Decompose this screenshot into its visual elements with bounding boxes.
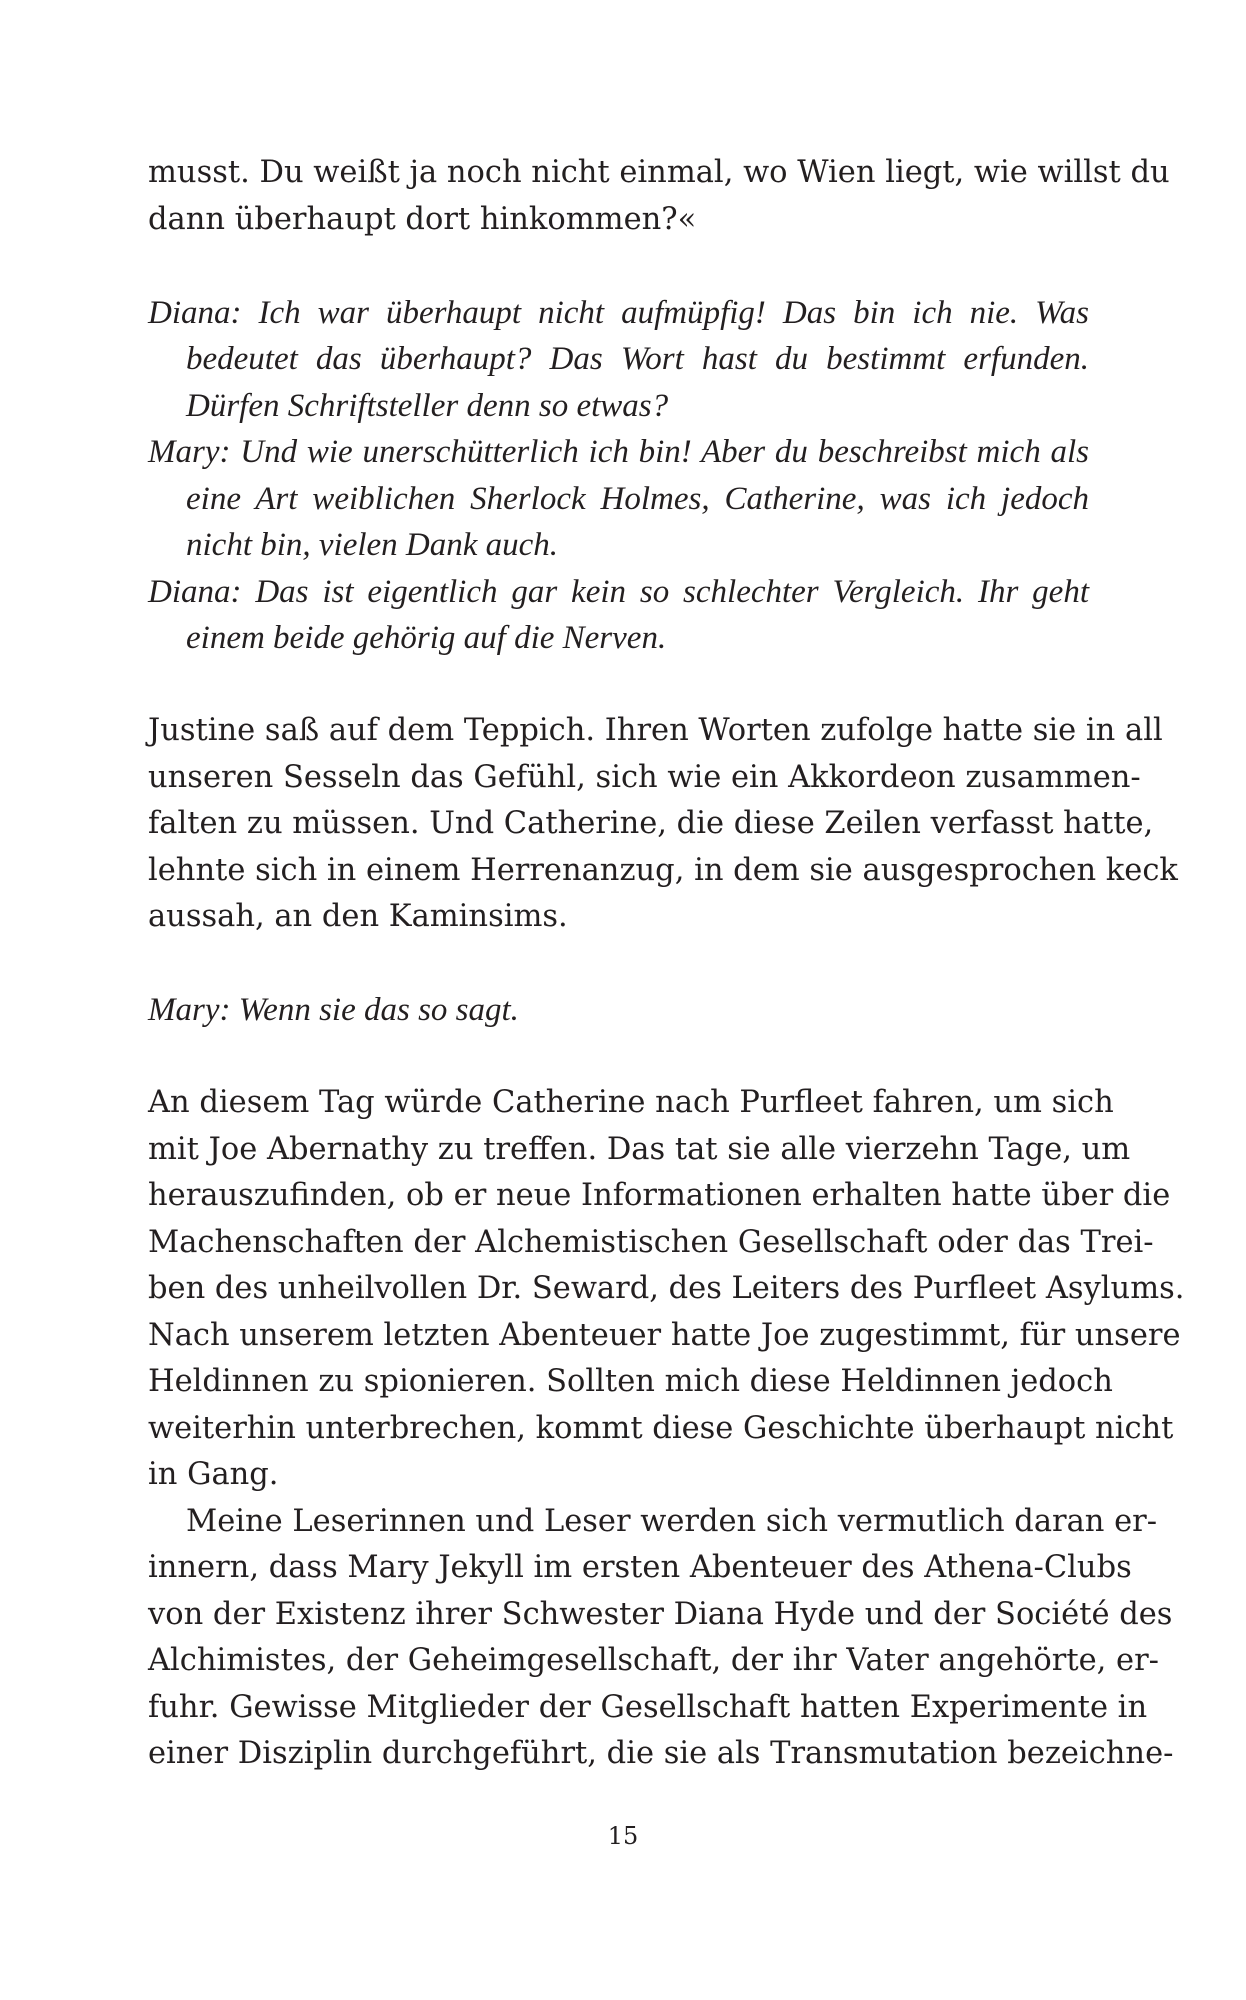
text-line: aussah, an den Kaminsims. bbox=[148, 899, 568, 934]
text-line: Justine saß auf dem Teppich. Ihren Worten zufolge hatte sie in all bbox=[148, 713, 1163, 748]
page-number: 15 bbox=[607, 1822, 639, 1850]
comment-line: nicht bin, vielen Dank auch. bbox=[186, 527, 559, 563]
comment-line: Mary: Wenn sie das so sagt. bbox=[148, 992, 519, 1028]
book-page-text bbox=[148, 150, 1185, 1778]
paragraph-gap bbox=[148, 662, 1089, 709]
text-line: mit Joe Abernathy zu treffen. Das tat sie alle vierzehn Tage, um bbox=[148, 1131, 1131, 1167]
text-line: Heldinnen zu spionieren. Sollten mich diese Heldinnen jedoch bbox=[148, 1364, 1113, 1399]
comment-diana bbox=[148, 290, 1089, 430]
comment-mary bbox=[148, 987, 1089, 1034]
text-line: An diesem Tag würde Catherine nach Purfleet fahren, um sich bbox=[148, 1085, 1114, 1120]
text-line: in Gang. bbox=[148, 1457, 279, 1492]
text-line: von der Existenz ihrer Schwester Diana Hyde und der Société des bbox=[148, 1596, 1173, 1632]
text-line: Meine Leserinnen und Leser werden sich vermutlich daran er- bbox=[186, 1503, 1158, 1539]
text-line: innern, dass Mary Jekyll im ersten Abenteuer des Athena-Clubs bbox=[148, 1550, 1132, 1585]
comment-line: Dürfen Schriftsteller denn so etwas? bbox=[186, 387, 669, 424]
comment-line: Diana: Das ist eigentlich gar kein so schlechter Vergleich. Ihr geht bbox=[148, 573, 1089, 610]
comment-line: einem beide gehörig auf die Nerven. bbox=[186, 620, 667, 656]
comment-line: Mary: Und wie unerschütterlich ich bin! Aber du beschreibst mich als bbox=[148, 434, 1089, 470]
text-line: lehnte sich in einem Herrenanzug, in dem sie ausgesprochen keck bbox=[148, 852, 1178, 888]
text-line: fuhr. Gewisse Mitglieder der Gesellschaft hatten Experimente in bbox=[148, 1689, 1148, 1725]
paragraph-prose bbox=[148, 708, 1178, 941]
comment-mary bbox=[148, 429, 1089, 569]
paragraph-gap bbox=[148, 1034, 1089, 1081]
paragraph-gap bbox=[148, 941, 1089, 988]
comment-line: bedeutet das überhaupt? Das Wort hast du bestimmt erfunden. bbox=[186, 341, 1089, 377]
comment-line: eine Art weiblichen Sherlock Holmes, Catherine, was ich jedoch bbox=[186, 480, 1089, 517]
text-line: herauszufinden, ob er neue Informationen erhalten hatte über die bbox=[148, 1178, 1171, 1213]
text-line: musst. Du weißt ja noch nicht einmal, wo Wien liegt, wie willst du bbox=[148, 155, 1170, 190]
paragraph-prose bbox=[148, 150, 1170, 243]
comment-line: Diana: Ich war überhaupt nicht aufmüpfig! Das bin ich nie. Was bbox=[148, 294, 1089, 331]
text-line: unseren Sesseln das Gefühl, sich wie ein Akkordeon zusammen- bbox=[148, 759, 1141, 795]
paragraph-prose bbox=[148, 1080, 1185, 1499]
text-line: weiterhin unterbrechen, kommt diese Geschichte überhaupt nicht bbox=[148, 1410, 1174, 1446]
text-line: Alchimistes, der Geheimgesellschaft, der ihr Vater angehörte, er- bbox=[148, 1643, 1159, 1678]
text-line: einer Disziplin durchgeführt, die sie als Transmutation bezeichne- bbox=[148, 1736, 1174, 1771]
text-line: dann überhaupt dort hinkommen?« bbox=[148, 201, 697, 237]
paragraph-prose-indented bbox=[148, 1499, 1174, 1778]
text-line: Machenschaften der Alchemistischen Gesellschaft oder das Trei- bbox=[148, 1224, 1154, 1260]
paragraph-gap bbox=[148, 243, 1089, 290]
text-line: Nach unserem letzten Abenteuer hatte Joe zugestimmt, für unsere bbox=[148, 1317, 1181, 1353]
text-line: ben des unheilvollen Dr. Seward, des Leiters des Purfleet Asylums. bbox=[148, 1271, 1185, 1306]
comment-diana bbox=[148, 569, 1089, 662]
text-line: falten zu müssen. Und Catherine, die diese Zeilen verfasst hatte, bbox=[148, 806, 1154, 841]
